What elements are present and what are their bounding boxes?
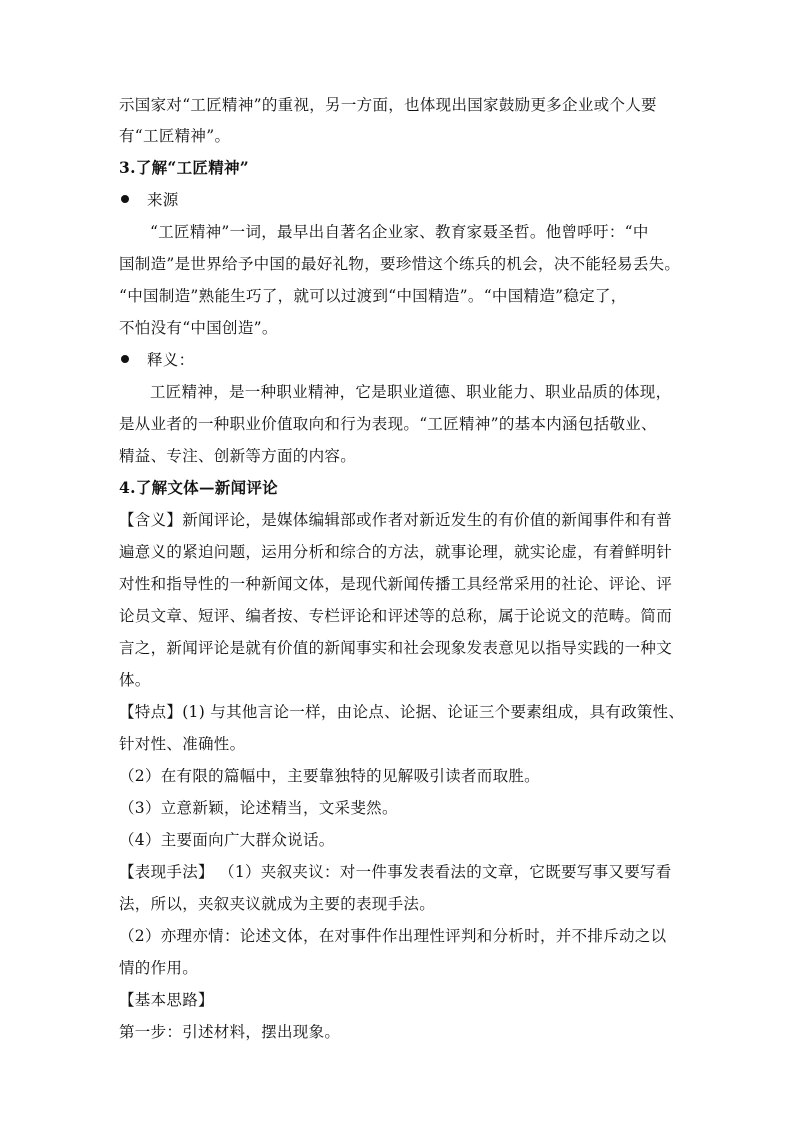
paragraph-line: 对性和指导性的一种新闻文体，是现代新闻传播工具经常采用的社论、评论、评: [119, 575, 673, 593]
paragraph-line: 言之，新闻评论是就有价值的新闻事实和社会现象发表意见以指导实践的一种文: [119, 639, 673, 657]
bullet-icon: [121, 355, 129, 363]
bullet-icon: [121, 195, 129, 203]
paragraph-line: 示国家对“工匠精神”的重视，另一方面，也体现出国家鼓励更多企业或个人要: [119, 96, 657, 114]
paragraph-line: 工匠精神，是一种职业精神，它是职业道德、职业能力、职业品质的体现，: [150, 383, 672, 401]
paragraph-line: 是从业者的一种职业价值取向和行为表现。“工匠精神”的基本内涵包括敬业、: [119, 415, 657, 433]
paragraph-line: （2）亦理亦情：论述文体，在对事件作出理性评判和分析时，并不排斥动之以: [119, 927, 667, 945]
paragraph-line: “中国制造”熟能生巧了，就可以过渡到“中国精造”。“中国精造”稳定了，: [119, 287, 627, 305]
paragraph-line: 遍意义的紧迫问题，运用分析和综合的方法，就事论理，就实论虚，有着鲜明针: [119, 543, 673, 561]
paragraph-line: （2）在有限的篇幅中，主要靠独特的见解吸引读者而取胜。: [119, 767, 540, 785]
paragraph-line: 【基本思路】: [119, 991, 214, 1009]
paragraph-line: 有“工匠精神”。: [119, 127, 231, 145]
paragraph-line: 精益、专注、创新等方面的内容。: [119, 447, 357, 465]
paragraph-line: 【含义】新闻评论，是媒体编辑部或作者对新近发生的有价值的新闻事件和有普: [119, 511, 673, 529]
paragraph-line: 论员文章、短评、编者按、专栏评论和评述等的总称，属于论说文的范畴。简而: [119, 607, 673, 625]
bullet-item: [119, 190, 179, 210]
paragraph-line: 法，所以，夹叙夹议就成为主要的表现手法。: [119, 895, 436, 913]
bullet-label: 来源: [147, 191, 179, 209]
paragraph-line: 第一步：引述材料，摆出现象。: [119, 1023, 341, 1041]
paragraph-line: 国制造”是世界给予中国的最好礼物，要珍惜这个练兵的机会，决不能轻易丢失。: [119, 255, 681, 273]
paragraph-line: 体。: [119, 671, 151, 689]
paragraph-line: “工匠精神”一词，最早出自著名企业家、教育家聂圣哲。他曾呼吁：“中: [150, 223, 649, 241]
section-heading: 4.了解文体—新闻评论: [119, 478, 278, 497]
paragraph-line: 情的作用。: [119, 959, 199, 977]
paragraph-line: 不怕没有“中国创造”。: [119, 319, 278, 337]
bullet-label: 释义：: [147, 351, 195, 369]
paragraph-line: 【表现手法】 （1）夹叙夹议：对一件事发表看法的文章，它既要写事又要写看: [119, 863, 672, 881]
paragraph-line: （4）主要面向广大群众说话。: [119, 831, 335, 849]
paragraph-line: 【特点】(1) 与其他言论一样，由论点、论据、论证三个要素组成，具有政策性、: [119, 703, 685, 721]
paragraph-line: （3）立意新颖，论述精当，文采斐然。: [119, 799, 398, 817]
section-heading: 3.了解“工匠精神”: [119, 158, 250, 177]
paragraph-line: 针对性、准确性。: [119, 735, 246, 753]
bullet-item: [119, 350, 194, 370]
